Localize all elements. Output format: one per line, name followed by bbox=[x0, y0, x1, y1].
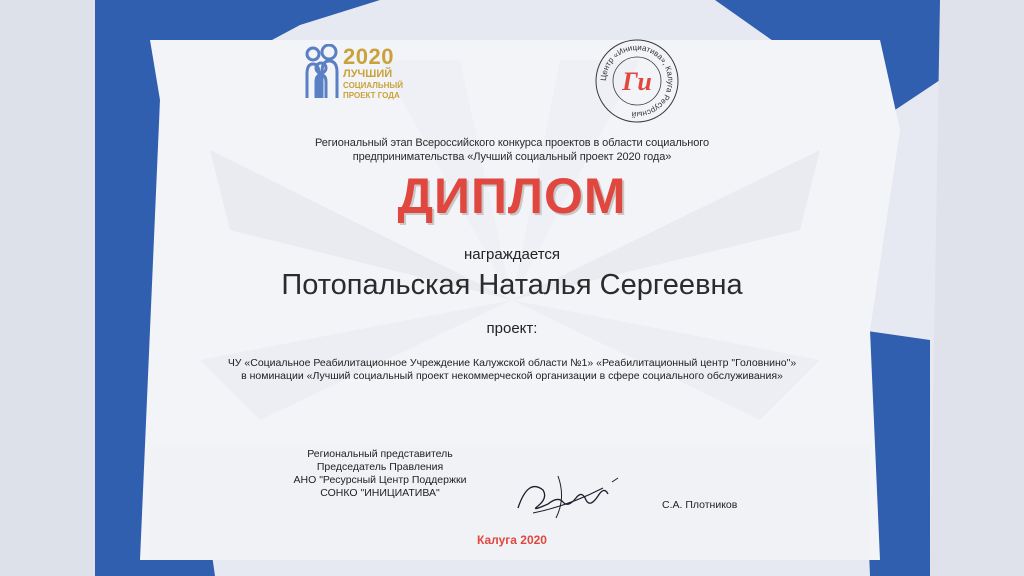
handwritten-signature bbox=[508, 468, 628, 524]
logo-line-3: ПРОЕКТ ГОДА bbox=[343, 91, 400, 100]
diploma-title: ДИПЛОМ bbox=[397, 168, 627, 224]
svg-text:Ги: Ги bbox=[622, 67, 652, 96]
representative-line-4: СОНКО "ИНИЦИАТИВА" bbox=[320, 487, 440, 499]
city-year: Калуга 2020 bbox=[477, 533, 547, 547]
project-label: проект: bbox=[486, 320, 538, 337]
awarded-label: награждается bbox=[463, 246, 561, 263]
logo-year: 2020 bbox=[343, 44, 394, 69]
recipient-name: Потопальская Наталья Сергеевна bbox=[281, 269, 743, 301]
representative-line-1: Региональный представитель bbox=[307, 448, 453, 460]
family-figures-icon bbox=[305, 44, 341, 100]
organization-seal bbox=[594, 38, 680, 124]
svg-text:Центр «Инициатива», Калуга Рес: Центр «Инициатива», Калуга Ресурсный bbox=[598, 42, 676, 120]
project-description bbox=[0, 357, 1024, 383]
contest-logo bbox=[305, 44, 415, 102]
logo-line-2: СОЦИАЛЬНЫЙ bbox=[343, 81, 403, 90]
heading-line-1: Региональный этап Всероссийского конкурса проектов в области социального bbox=[314, 137, 709, 149]
project-description-line-2: в номинации «Лучший социальный проект некоммерческой организации в сфере социального обслуживания» bbox=[241, 370, 783, 382]
representative-line-3: АНО "Ресурсный Центр Поддержки bbox=[293, 474, 467, 486]
representative-line-2: Председатель Правления bbox=[316, 461, 444, 473]
logo-line-1: ЛУЧШИЙ bbox=[343, 68, 393, 80]
contest-heading bbox=[0, 136, 1024, 164]
project-description-line-1: ЧУ «Социальное Реабилитационное Учреждение Калужской области №1» «Реабилитационный центр "Головнино"» bbox=[227, 357, 797, 369]
heading-line-2: предпринимательства «Лучший социальный проект 2020 года» bbox=[352, 151, 672, 163]
signer-name: С.А. Плотников bbox=[662, 499, 738, 511]
representative-block bbox=[270, 448, 490, 500]
